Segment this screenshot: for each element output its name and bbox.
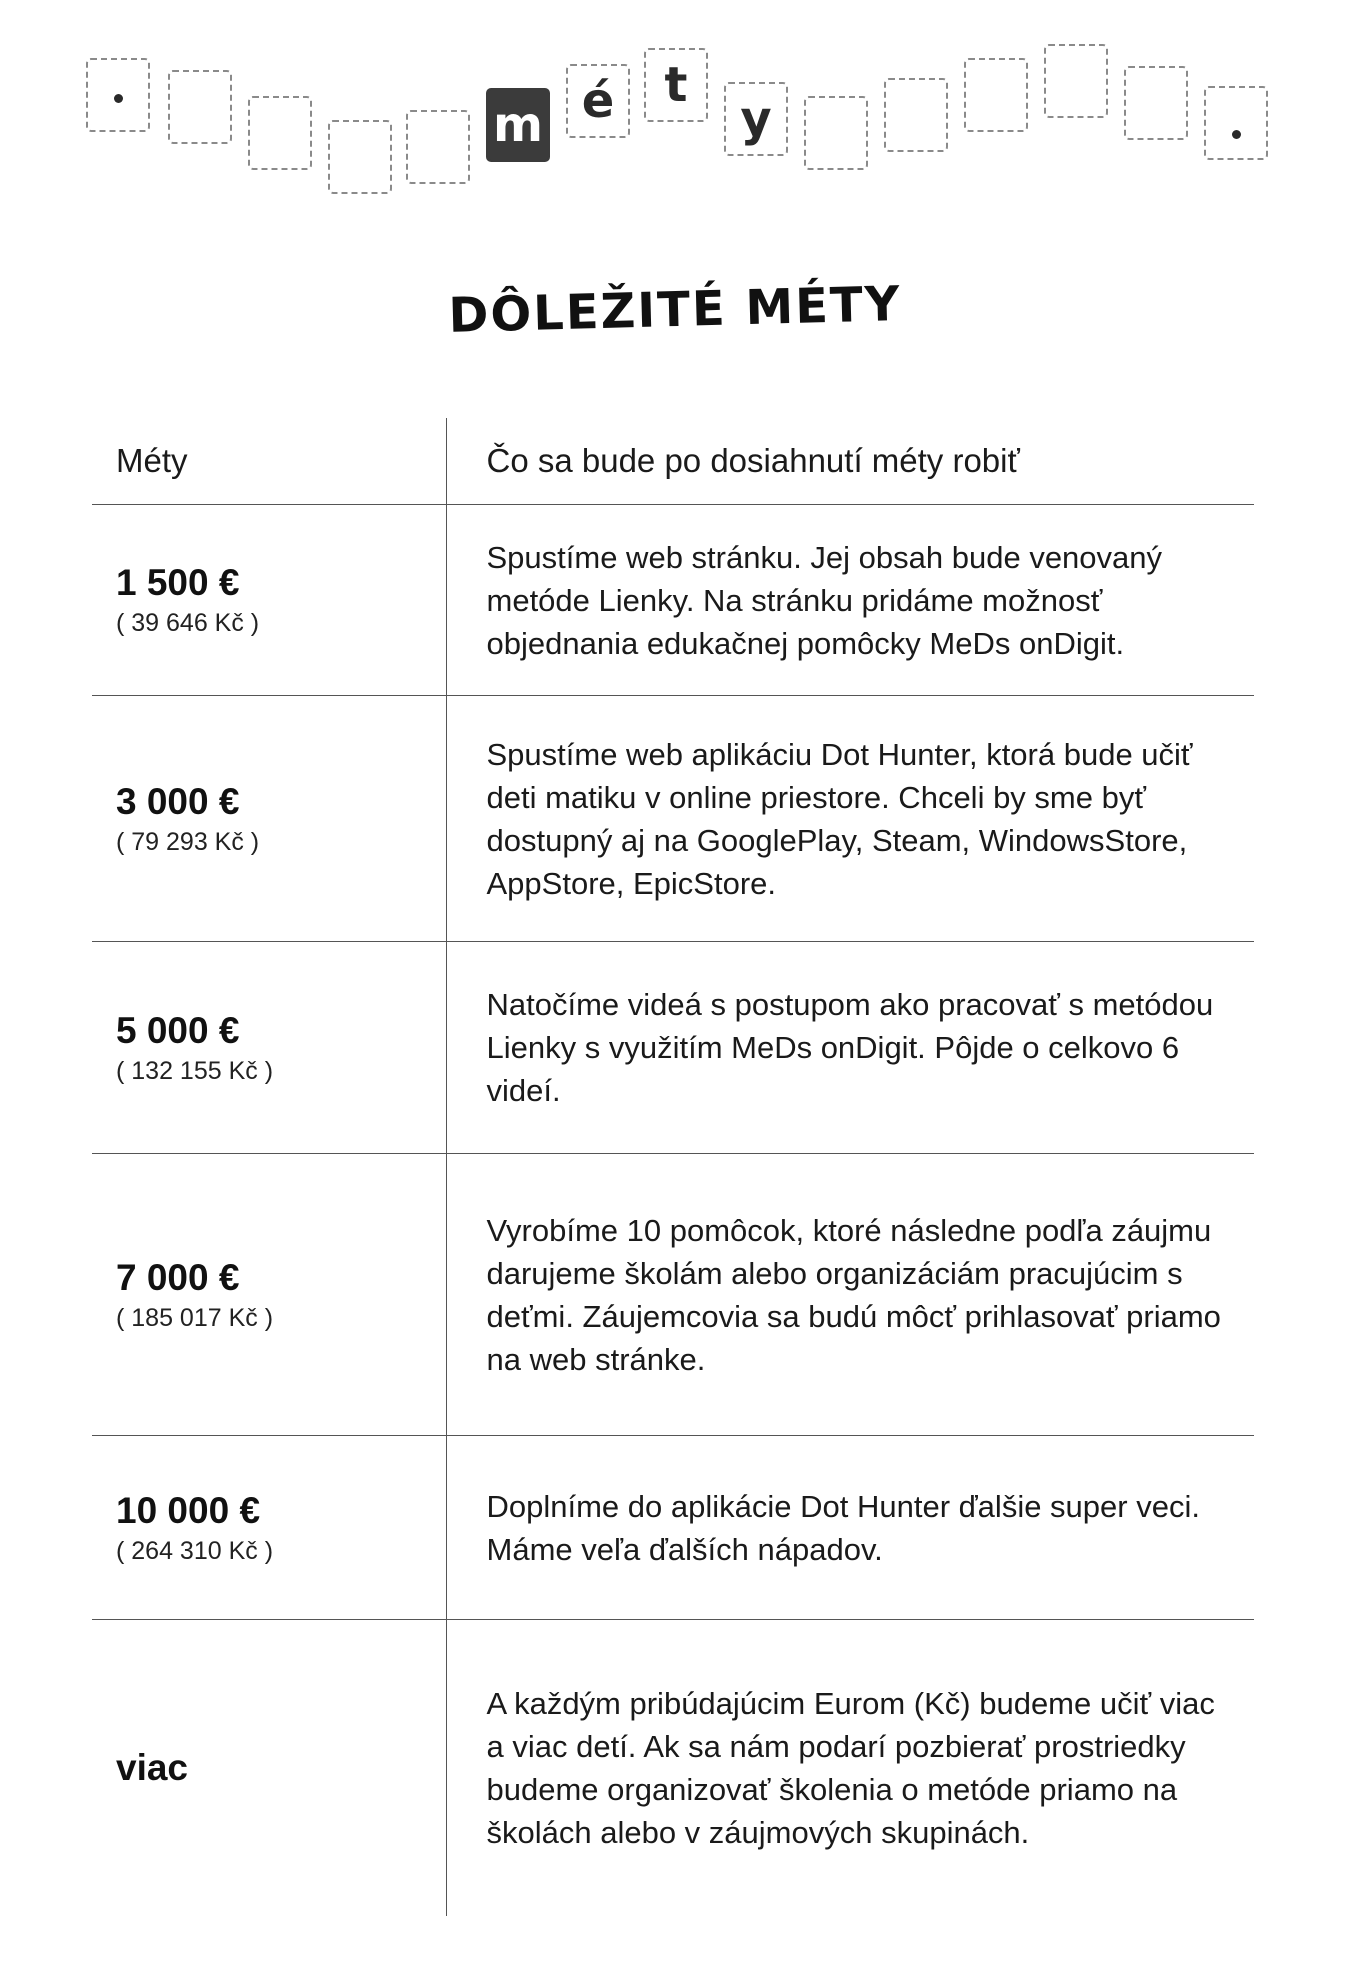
empty-tile: [1044, 44, 1108, 118]
table-row: [92, 1436, 1254, 1620]
milestone-amount: 5 000 €: [116, 1009, 240, 1051]
milestone-amount: 10 000 €: [116, 1489, 261, 1531]
milestone-cell: [92, 696, 446, 942]
tile-banner: [0, 0, 1350, 210]
milestone-amount: 7 000 €: [116, 1256, 240, 1298]
letter-tile-m: m: [486, 88, 550, 162]
milestone-amount: viac: [116, 1746, 189, 1788]
milestone-czk: ( 185 017 Kč ): [116, 1303, 274, 1332]
empty-tile: [884, 78, 948, 152]
letter-tile-y: y: [724, 82, 788, 156]
empty-tile: [248, 96, 312, 170]
letter-tile-e: é: [566, 64, 630, 138]
milestone-description: Natočíme videá s postupom ako pracovať s metódou Lienky s využitím MeDs onDigit. Pôjde o celkovo 6 videí.: [446, 942, 1254, 1154]
table-row: [92, 505, 1254, 696]
milestone-czk: ( 132 155 Kč ): [116, 1056, 274, 1085]
empty-tile: [964, 58, 1028, 132]
milestone-description: Spustíme web aplikáciu Dot Hunter, ktorá bude učiť deti matiku v online priestore. Chceli by sme byť dostupný aj na GooglePlay, Steam, WindowsStore, AppStore, EpicStore.: [446, 696, 1254, 942]
milestone-czk: ( 39 646 Kč ): [116, 609, 260, 637]
header-description: Čo sa bude po dosiahnutí méty robiť: [446, 418, 1254, 505]
milestone-czk: ( 79 293 Kč ): [116, 827, 260, 856]
dot-icon: [1232, 130, 1241, 139]
dot-tile: [86, 58, 150, 132]
empty-tile: [804, 96, 868, 170]
milestones-table: [92, 418, 1254, 1916]
milestone-amount: 1 500 €: [116, 562, 240, 603]
milestone-cell: [92, 505, 446, 696]
empty-tile: [328, 120, 392, 194]
milestone-cell: [92, 1620, 446, 1916]
milestone-cell: [92, 1436, 446, 1620]
table-row: [92, 1620, 1254, 1916]
dot-icon: [114, 94, 123, 103]
table-row: [92, 1154, 1254, 1436]
empty-tile: [168, 70, 232, 144]
milestone-description: Doplníme do aplikácie Dot Hunter ďalšie super veci. Máme veľa ďalších nápadov.: [446, 1436, 1254, 1620]
empty-tile: [406, 110, 470, 184]
milestone-description: Vyrobíme 10 pomôcok, ktoré následne podľa záujmu darujeme školám alebo organizáciám pracujúcim s deťmi. Záujemcovia sa budú môcť prihlasovať priamo na web stránke.: [446, 1154, 1254, 1436]
empty-tile: [1124, 66, 1188, 140]
dot-tile: [1204, 86, 1268, 160]
page-title: DÔLEŽITÉ MÉTY: [447, 276, 903, 344]
letter-tile-t: t: [644, 48, 708, 122]
milestone-cell: [92, 942, 446, 1154]
table-header-row: [92, 418, 1254, 505]
milestone-cell: [92, 1154, 446, 1436]
table-row: [92, 696, 1254, 942]
milestone-description: A každým pribúdajúcim Eurom (Kč) budeme učiť viac a viac detí. Ak sa nám podarí pozbierať prostriedky budeme organizovať školenia o metóde priamo na školách alebo v záujmových skupinách.: [486, 1685, 1215, 1850]
milestone-czk: ( 264 310 Kč ): [116, 1536, 274, 1565]
header-milestones: Méty: [92, 418, 446, 505]
milestone-description: Spustíme web stránku. Jej obsah bude venovaný metóde Lienky. Na stránku pridáme možnosť objednania edukačnej pomôcky MeDs onDigit.: [446, 505, 1254, 696]
table-row: [92, 942, 1254, 1154]
milestone-amount: 3 000 €: [116, 780, 240, 822]
